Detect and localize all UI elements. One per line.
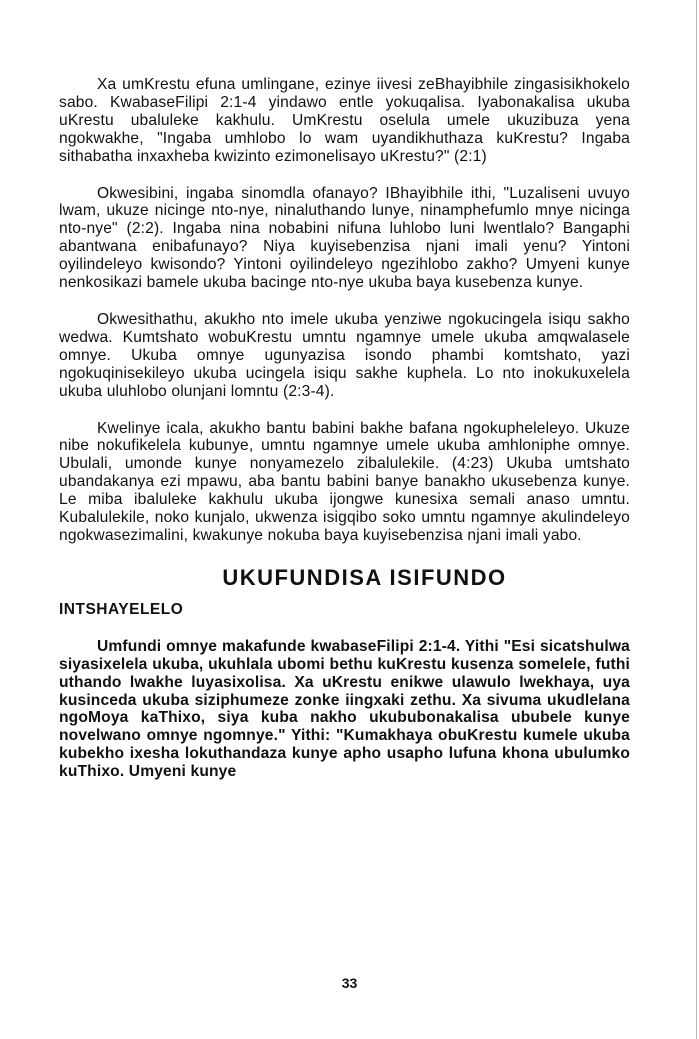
page-content [59,76,630,781]
paragraph-1: Xa umKrestu efuna umlingane, ezinye iivesi zeBhayibhile zingasisikhokelo sabo. KwabaseFilipi 2:1-4 yindawo entle yokuqalisa. Iyabonakalisa ukuba uKrestu ubaluleke kakhulu. UmKrestu oselula umele ukuzibuza yena ngokwakhe, "Ingaba umhlobo lo wam uyandikhuthaza kuKrestu? Ingaba sithabatha inxaxheba kwizinto ezimonelisayo uKrestu?" (2:1) [59,76,630,165]
page-edge-line [696,0,697,1039]
intro-paragraph: Umfundi omnye makafunde kwabaseFilipi 2:1-4. Yithi "Esi sicatshulwa siyasixelela ukuba, ukuhlala ubomi bethu kuKrestu kusenza somelele, futhi uthando lwakhe luyasixolisa. Xa uKrestu enikwe ulawulo lwekhaya, uya kusinceda ukuba siziphumeze zonke iingxaki zethu. Xa sivuma ukudlelana ngoMoya kaThixo, siya kuba nakho ukububonakalisa ububele kunye novelwano omnye ngomnye." Yithi: "Kumakhaya obuKrestu kumele ukuba kubekho ixesha lokuthandaza kunye apho usapho lufuna khona ubulumko kuThixo. Umyeni kunye [59,637,630,781]
paragraph-4: Kwelinye icala, akukho bantu babini bakhe bafana ngokupheleleyo. Ukuze nibe nokufikelela kubunye, umntu ngamnye umele ukuba amhloniphe omnye. Ubulali, umonde kunye nonyamezelo zibalulekile. (4:23) Ukuba umtshato ubandakanya ezi mpawu, aba bantu babini banye banakho ukusebenza kunye. Le miba ibaluleke kakhulu ukuba ijongwe kunesixa semali anaso umntu. Kubalulekile, noko kunjalo, ukwenza isigqibo soko umntu ngamnye akulindeleyo ngokwasezimalini, kwakunye nokuba baya kuyisebenzisa njani imali yabo. [59,419,630,544]
paragraph-2: Okwesibini, ingaba sinomdla ofanayo? IBhayibhile ithi, "Luzaliseni uvuyo lwam, ukuze nicinge nto-nye, ninaluthando lunye, ninamphefumlo mnye nicinga nto-nye" (2:2). Ingaba nina nobabini nifuna luhlobo luni lwentlalo? Bangaphi abantwana enibafunayo? Niya kuyisebenzisa njani imali yenu? Yintoni oyilindeleyo kwisondo? Yintoni oyilindeleyo ngezihlobo zakho? Umyeni kunye nenkosikazi bamele ukuba bacinge nto-nye ukuba baya kusebenza kunye. [59,184,630,292]
paragraph-3: Okwesithathu, akukho nto imele ukuba yenziwe ngokucingela isiqu sakho wedwa. Kumtshato wobuKrestu umntu ngamnye umele ukuba amqwalasele omnye. Ukuba omnye ugunyazisa isondo phambi komtshato, yazi ngokuqinisekileyo ukuba ucingela isiqu sakhe kuphela. Lo nto inokukuxelela ukuba uluhlobo olunjani lomntu (2:3-4). [59,310,630,400]
section-subheading: INTSHAYELELO [59,600,184,618]
section-heading: UKUFUNDISA ISIFUNDO [222,564,507,590]
page-number: 33 [341,975,358,991]
